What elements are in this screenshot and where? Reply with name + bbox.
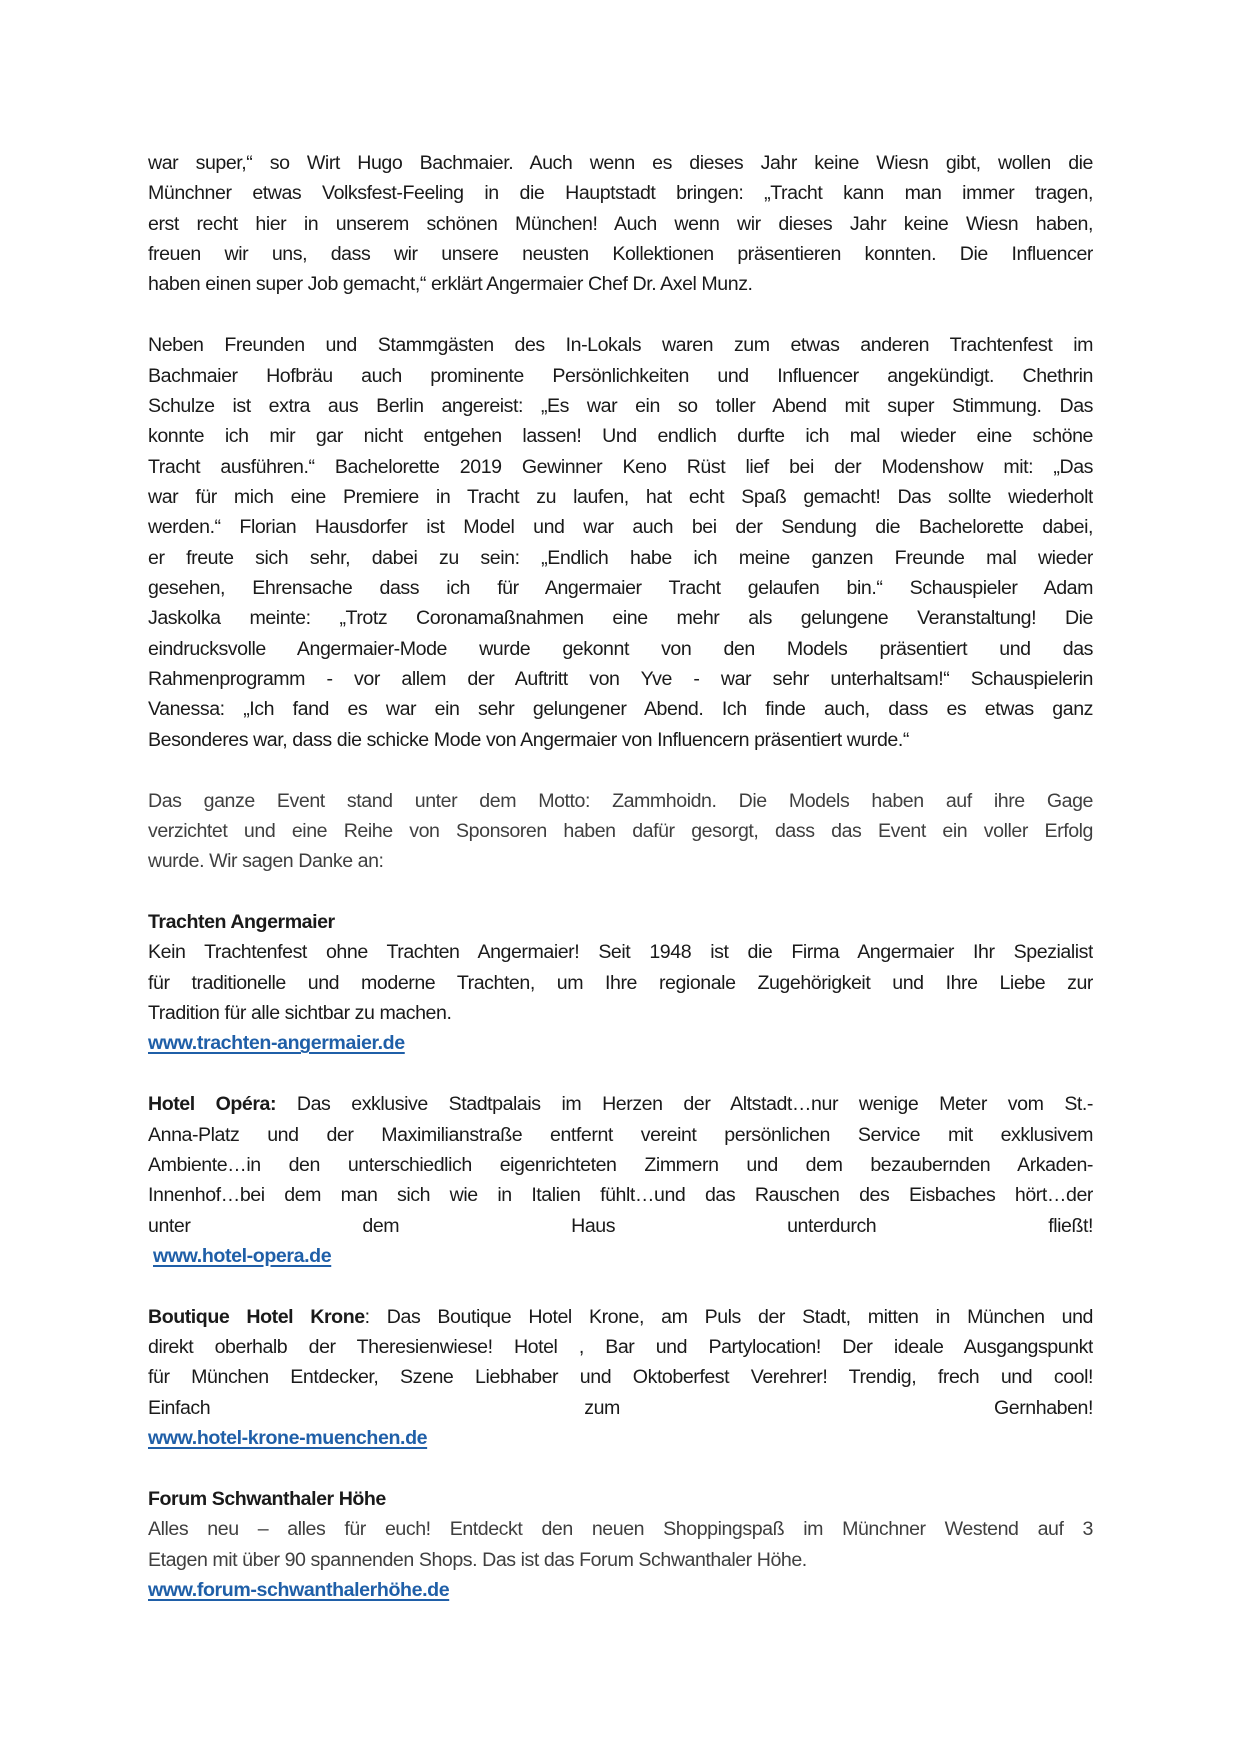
text-line: Münchner etwas Volksfest-Feeling in die Hauptstadt bringen: „Tracht kann man immer tragen,: [148, 182, 1093, 205]
document-page: [148, 148, 1093, 1605]
sponsor-description: : Das Boutique Hotel Krone, am Puls der Stadt, mitten in München und: [364, 1305, 1093, 1328]
sponsor-heading: Hotel Opéra:: [148, 1093, 277, 1116]
text-line: Etagen mit über 90 spannenden Shops. Das ist das Forum Schwanthaler Höhe.: [148, 1548, 807, 1571]
sponsor-link-row: [148, 1241, 1093, 1271]
text-line: Kein Trachtenfest ohne Trachten Angermaier! Seit 1948 ist die Firma Angermaier Ihr Spezialist: [148, 941, 1093, 964]
text-line: haben einen super Job gemacht,“ erklärt Angermaier Chef Dr. Axel Munz.: [148, 273, 753, 296]
sponsor-link[interactable]: www.forum-schwanthalerhöhe.de: [148, 1578, 450, 1601]
text-line: gesehen, Ehrensache dass ich für Angermaier Tracht gelaufen bin.“ Schauspieler Adam: [148, 577, 1093, 600]
text-line: er freute sich sehr, dabei zu sein: „Endlich habe ich meine ganzen Freunde mal wieder: [148, 546, 1093, 569]
text-line: Bachmaier Hofbräu auch prominente Persönlichkeiten und Influencer angekündigt. Chethrin: [148, 364, 1093, 387]
text-line: Neben Freunden und Stammgästen des In-Lokals waren zum etwas anderen Trachtenfest im: [148, 334, 1093, 357]
paragraph-motto: [148, 786, 1093, 877]
sponsor-hotel-krone: [148, 1302, 1093, 1454]
text-line: Besonderes war, dass die schicke Mode von Angermaier von Influencern präsentiert wurde.“: [148, 728, 909, 751]
text-line: werden.“ Florian Hausdorfer ist Model und war auch bei der Sendung die Bachelorette dabei,: [148, 516, 1093, 539]
text-line: war super,“ so Wirt Hugo Bachmaier. Auch wenn es dieses Jahr keine Wiesn gibt, wollen die: [148, 152, 1093, 174]
sponsor-heading: Forum Schwanthaler Höhe: [148, 1487, 386, 1510]
text-line: freuen wir uns, dass wir unsere neusten Kollektionen präsentieren konnten. Die Influencer: [148, 243, 1093, 266]
paragraph-spacer: [148, 1453, 1093, 1483]
paragraph-spacer: [148, 300, 1093, 330]
text-line: Tracht ausführen.“ Bachelorette 2019 Gewinner Keno Rüst lief bei der Modenshow mit: „Das: [148, 455, 1093, 478]
text-line: konnte ich mir gar nicht entgehen lassen! Und endlich durfte ich mal wieder eine schöne: [148, 425, 1093, 448]
text-line: Rahmenprogramm - vor allem der Auftritt von Yve - war sehr unterhaltsam!“ Schauspielerin: [148, 668, 1093, 691]
sponsor-hotel-opera: [148, 1089, 1093, 1271]
text-line: unter dem Haus unterdurch fließt!: [148, 1214, 1093, 1237]
paragraph-guests: [148, 330, 1093, 755]
sponsor-heading: Trachten Angermaier: [148, 910, 335, 933]
text-line: Einfach zum Gernhaben!: [148, 1396, 1093, 1419]
sponsor-description: Das exklusive Stadtpalais im Herzen der Altstadt…nur wenige Meter vom St.-: [276, 1093, 1093, 1116]
text-line: [148, 1302, 1093, 1332]
text-line: Vanessa: „Ich fand es war ein sehr gelungener Abend. Ich finde auch, dass es etwas ganz: [148, 698, 1093, 721]
text-line: Das ganze Event stand unter dem Motto: Zammhoidn. Die Models haben auf ihre Gage: [148, 789, 1093, 812]
sponsor-link-row: [148, 1423, 1093, 1453]
sponsor-heading: Boutique Hotel Krone: [148, 1305, 365, 1328]
sponsor-link-row: [148, 1575, 1093, 1605]
text-line: Jaskolka meinte: „Trotz Coronamaßnahmen eine mehr als gelungene Veranstaltung! Die: [148, 607, 1093, 630]
text-line: Tradition für alle sichtbar zu machen.: [148, 1002, 452, 1025]
text-line: verzichtet und eine Reihe von Sponsoren haben dafür gesorgt, dass das Event ein voller Erfolg: [148, 819, 1093, 842]
paragraph-spacer: [148, 1059, 1093, 1089]
sponsor-link[interactable]: www.hotel-opera.de: [153, 1244, 332, 1267]
paragraph-spacer: [148, 755, 1093, 785]
text-line: Innenhof…bei dem man sich wie in Italien fühlt…und das Rauschen des Eisbaches hört…der: [148, 1184, 1093, 1207]
text-line: für traditionelle und moderne Trachten, um Ihre regionale Zugehörigkeit und Ihre Liebe zur: [148, 971, 1093, 994]
text-line: eindrucksvolle Angermaier-Mode wurde gekonnt von den Models präsentiert und das: [148, 637, 1093, 660]
sponsor-trachten-angermaier: [148, 907, 1093, 1059]
paragraph-spacer: [148, 877, 1093, 907]
paragraph-spacer: [148, 1271, 1093, 1301]
text-line: Anna-Platz und der Maximilianstraße entfernt vereint persönlichen Service mit exklusivem: [148, 1123, 1093, 1146]
text-line: wurde. Wir sagen Danke an:: [148, 850, 384, 873]
text-line: war für mich eine Premiere in Tracht zu laufen, hat echt Spaß gemacht! Das sollte wiederholt: [148, 485, 1093, 508]
text-line: Alles neu – alles für euch! Entdeckt den neuen Shoppingspaß im Münchner Westend auf 3: [148, 1518, 1093, 1541]
text-line: [148, 1089, 1093, 1119]
sponsor-link-row: [148, 1028, 1093, 1058]
text-line: Ambiente…in den unterschiedlich eigenrichteten Zimmern und dem bezaubernden Arkaden-: [148, 1153, 1093, 1176]
text-line: erst recht hier in unserem schönen München! Auch wenn wir dieses Jahr keine Wiesn haben,: [148, 212, 1093, 235]
paragraph-quote-bachmaier: [148, 148, 1093, 300]
sponsor-forum-schwanthaler-hoehe: [148, 1484, 1093, 1605]
text-line: Schulze ist extra aus Berlin angereist: „Es war ein so toller Abend mit super Stimmung. Das: [148, 394, 1093, 417]
text-line: für München Entdecker, Szene Liebhaber und Oktoberfest Verehrer! Trendig, frech und cool!: [148, 1366, 1093, 1389]
text-line: direkt oberhalb der Theresienwiese! Hotel , Bar und Partylocation! Der ideale Ausgangspunkt: [148, 1336, 1093, 1359]
sponsor-link[interactable]: www.trachten-angermaier.de: [148, 1032, 405, 1055]
sponsor-link[interactable]: www.hotel-krone-muenchen.de: [148, 1427, 428, 1450]
